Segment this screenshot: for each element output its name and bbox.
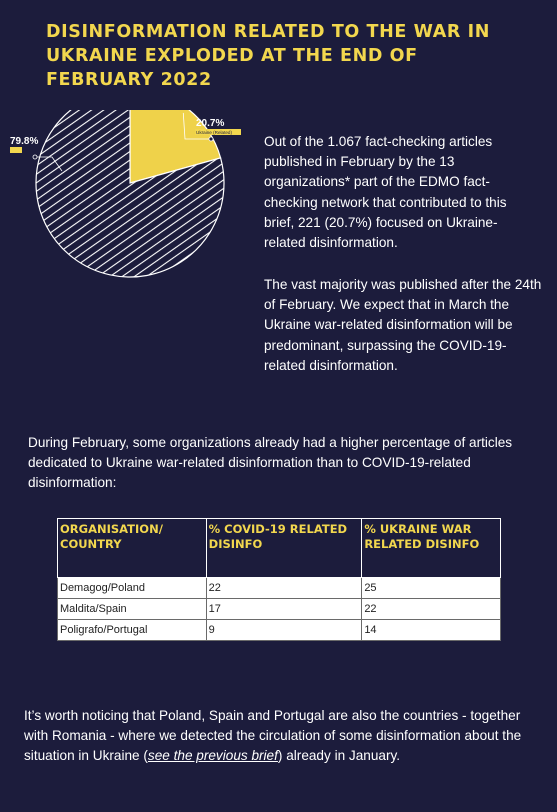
previous-brief-link[interactable]: see the previous brief [147, 748, 278, 764]
table-cell: 25 [362, 578, 501, 599]
ukraine-value-label: 20.7% [196, 118, 225, 129]
closing-text-after: ) already in January. [277, 748, 401, 764]
table-cell: 22 [206, 578, 362, 599]
ukraine-slice-label: Ukraine (Related) [196, 130, 232, 135]
other-label-badge [10, 147, 22, 153]
header-covid: % COVID-19 RELATED DISINFO [206, 519, 362, 578]
table-cell: Maldita/Spain [58, 599, 207, 620]
header-ukraine: % UKRAINE WAR RELATED DISINFO [362, 519, 501, 578]
table-cell: 22 [362, 599, 501, 620]
table-cell: 14 [362, 620, 501, 641]
comparison-table [57, 518, 501, 641]
closing-paragraph [24, 706, 534, 767]
table-row [58, 620, 501, 641]
other-leader-dot [33, 155, 37, 159]
table-cell: Poligrafo/Portugal [58, 620, 207, 641]
forecast-paragraph: The vast majority was published after the 24th of February. We expect that in March the Ukraine war-related disinformation will be predominant, surpassing the COVID-19-related disinformation. [264, 277, 542, 373]
pie-chart [0, 110, 260, 300]
table-cell: 17 [206, 599, 362, 620]
page-title: DISINFORMATION RELATED TO THE WAR IN UKRAINE EXPLODED AT THE END OF FEBRUARY 2022 [46, 22, 490, 90]
table-row [58, 578, 501, 599]
table-cell: 9 [206, 620, 362, 641]
table-intro-paragraph: During February, some organizations already had a higher percentage of articles dedicated to Ukraine war-related disinformation than to COVID-19-related disinformation: [28, 435, 513, 491]
table-row [58, 599, 501, 620]
header-organisation: ORGANISATION/ COUNTRY [58, 519, 207, 578]
ukraine-leader-dot [209, 137, 213, 141]
table-header-row [58, 519, 501, 578]
intro-paragraph: Out of the 1.067 fact-checking articles published in February by the 13 organizations* part of the EDMO fact-checking network that contributed to this brief, 221 (20.7%) focused on Ukraine-related disinformation. [264, 134, 507, 251]
table-cell: Demagog/Poland [58, 578, 207, 599]
closing-text-before: It’s worth noticing that Poland, Spain and Portugal are also the countries - together with Romania - where we detected the circulation of some disinformation about the situation in Ukraine ( [24, 708, 522, 764]
other-value-label: 79.8% [10, 136, 39, 147]
